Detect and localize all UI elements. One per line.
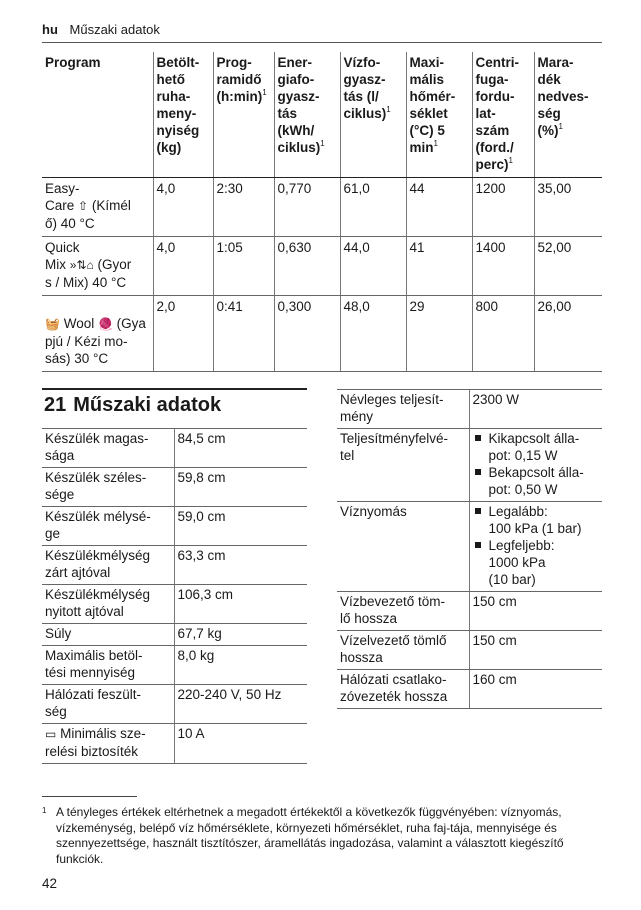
spec-row-max-load <box>42 646 307 685</box>
spec-row-fuse <box>42 724 307 764</box>
spec-value: 10 A <box>174 724 307 764</box>
spec-label: Maximális betöl- tési mennyiség <box>42 646 174 685</box>
list-item: Legalább: 100 kPa (1 bar) <box>473 503 600 537</box>
program-table <box>42 52 602 372</box>
spec-value <box>469 502 602 592</box>
header-title: Műszaki adatok <box>69 22 160 37</box>
program-name: 🧺 Wool 🧶 (Gya pjú / Kézi mo- sás) 30 °C <box>42 296 153 372</box>
cell-water: 61,0 <box>340 178 406 237</box>
spec-value: 106,3 cm <box>174 585 307 624</box>
cell-temp: 44 <box>406 178 472 237</box>
spec-label: Teljesítményfelvé- tel <box>337 429 469 502</box>
spec-value: 59,0 cm <box>174 507 307 546</box>
spec-label: Készülék mélysé- ge <box>42 507 174 546</box>
footnote-mark: 1 <box>42 806 47 815</box>
page-number: 42 <box>42 876 58 891</box>
cell-moisture: 26,00 <box>534 296 602 372</box>
easy-care-icon: ⇧ <box>78 199 89 213</box>
program-name: Easy- Care ⇧ (Kímél ő) 40 °C <box>42 178 153 237</box>
page-header <box>42 22 160 37</box>
spec-row-width <box>42 468 307 507</box>
cell-water: 44,0 <box>340 237 406 296</box>
spec-value: 59,8 cm <box>174 468 307 507</box>
spec-label: Hálózati csatlako- zóvezeték hossza <box>337 670 469 709</box>
cell-water: 48,0 <box>340 296 406 372</box>
spec-value: 150 cm <box>469 592 602 631</box>
footnote <box>42 805 602 867</box>
wool-yarn-icon: 🧶 <box>97 317 113 331</box>
spec-value: 2300 W <box>469 390 602 429</box>
spec-label: Vízelvezető tömlő hossza <box>337 631 469 670</box>
cell-energy: 0,770 <box>274 178 340 237</box>
section-divider <box>42 388 307 390</box>
cell-spin: 1200 <box>472 178 534 237</box>
spec-label: Víznyomás <box>337 502 469 592</box>
language-code: hu <box>42 22 58 37</box>
spec-row-power-consumption <box>337 429 602 502</box>
spec-label: Készülékmélység nyitott ajtóval <box>42 585 174 624</box>
cell-load: 2,0 <box>153 296 213 372</box>
cell-energy: 0,630 <box>274 237 340 296</box>
spec-row-depth <box>42 507 307 546</box>
table-row <box>42 296 602 372</box>
spec-row-power-cord <box>337 670 602 709</box>
col-header-program: Program <box>42 52 153 178</box>
cell-time: 1:05 <box>213 237 274 296</box>
cell-spin: 800 <box>472 296 534 372</box>
spec-value: 63,3 cm <box>174 546 307 585</box>
quick-mix-icon: »⇅⌂ <box>69 258 94 272</box>
spec-value: 150 cm <box>469 631 602 670</box>
spec-row-height <box>42 429 307 468</box>
col-header-energy: Ener- giafo- gyasz- tás (kWh/ ciklus)$^1$ <box>274 52 340 178</box>
spec-row-depth-open <box>42 585 307 624</box>
spec-value: 160 cm <box>469 670 602 709</box>
spec-value: 67,7 kg <box>174 624 307 646</box>
fuse-icon: ▭ <box>45 727 57 741</box>
bullet-list <box>473 430 600 498</box>
bullet-list <box>473 503 600 588</box>
spec-label: Hálózati feszült- ség <box>42 685 174 724</box>
program-name: Quick Mix »⇅⌂ (Gyor s / Mix) 40 °C <box>42 237 153 296</box>
cell-energy: 0,300 <box>274 296 340 372</box>
header-divider <box>42 42 602 43</box>
footnote-text: A tényleges értékek eltérhetnek a megadott értékektől a következők függvényében: víznyomás, vízkeménység, belépő víz hőmérséklete, környezeti hőmérséklet, ruha faj-tája, mennyisége és szennyezettsége, használt tisztítószer, áramellátás ingadozása, valamint a választott kiegészítő funkciók. <box>56 805 564 866</box>
spec-label: Készülék magas- sága <box>42 429 174 468</box>
cell-temp: 41 <box>406 237 472 296</box>
section-title <box>44 394 221 417</box>
cell-load: 4,0 <box>153 237 213 296</box>
cell-moisture: 52,00 <box>534 237 602 296</box>
spec-label: Vízbevezető töm- lő hossza <box>337 592 469 631</box>
spec-label: Névleges teljesít- mény <box>337 390 469 429</box>
cell-temp: 29 <box>406 296 472 372</box>
spec-row-inlet-hose <box>337 592 602 631</box>
col-header-water: Vízfo- gyasz- tás (l/ ciklus)$^1$ <box>340 52 406 178</box>
spec-value <box>469 429 602 502</box>
specs-right-table <box>337 389 602 709</box>
wool-basin-icon: 🧺 <box>45 317 60 331</box>
cell-moisture: 35,00 <box>534 178 602 237</box>
cell-time: 0:41 <box>213 296 274 372</box>
cell-spin: 1400 <box>472 237 534 296</box>
spec-label: Készülékmélység zárt ajtóval <box>42 546 174 585</box>
spec-value: 84,5 cm <box>174 429 307 468</box>
col-header-temp: Maxi- mális hőmér- séklet (°C) 5 $\min^1$ <box>406 52 472 178</box>
cell-load: 4,0 <box>153 178 213 237</box>
table-row <box>42 178 602 237</box>
list-item: Legfeljebb: 1000 kPa (10 bar) <box>473 537 600 588</box>
col-header-time: Prog- ramidő (h:min)$^1$ <box>213 52 274 178</box>
list-item: Kikapcsolt álla- pot: 0,15 W <box>473 430 600 464</box>
footnote-divider <box>42 796 137 797</box>
col-header-load: Betölt- hető ruha- meny- nyiség (kg) <box>153 52 213 178</box>
specs-left-table <box>42 428 307 764</box>
spec-row-voltage <box>42 685 307 724</box>
table-row <box>42 237 602 296</box>
spec-row-depth-closed <box>42 546 307 585</box>
spec-label: Készülék széles- sége <box>42 468 174 507</box>
spec-row-drain-hose <box>337 631 602 670</box>
spec-row-weight <box>42 624 307 646</box>
spec-row-water-pressure <box>337 502 602 592</box>
spec-label: Súly <box>42 624 174 646</box>
program-table-header <box>42 52 602 178</box>
spec-value: 8,0 kg <box>174 646 307 685</box>
cell-time: 2:30 <box>213 178 274 237</box>
list-item: Bekapcsolt álla- pot: 0,50 W <box>473 464 600 498</box>
col-header-spin: Centri- fuga- fordu- lat- szám (ford./ perc)$^1$ <box>472 52 534 178</box>
spec-row-rated-power <box>337 390 602 429</box>
col-header-moisture: Mara- dék nedves- ség (%)$^1$ <box>534 52 602 178</box>
section-title-text: Műszaki adatok <box>73 394 222 416</box>
section-number: 21 <box>44 394 67 416</box>
spec-label: ▭ Minimális sze- relési biztosíték <box>42 724 174 764</box>
spec-value: 220-240 V, 50 Hz <box>174 685 307 724</box>
